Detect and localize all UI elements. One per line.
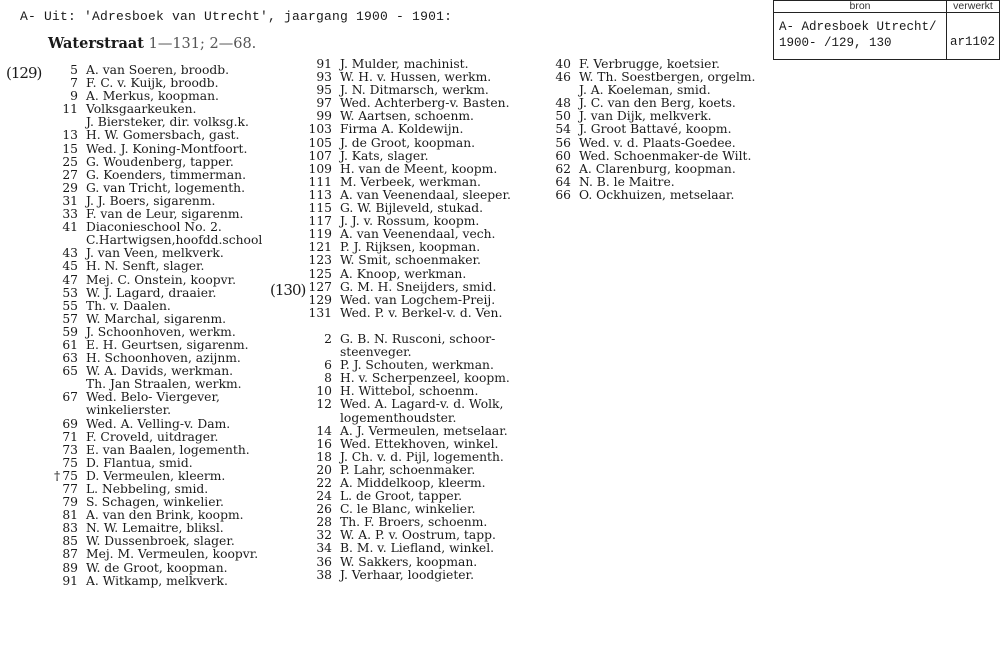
address-entry [306,425,526,438]
house-number: 107 [308,148,332,163]
resident-text: W. Th. Soestbergen, orgelm. [579,70,756,85]
house-number: 97 [316,96,332,111]
resident-text: W. Sakkers, koopman. [340,554,478,569]
house-number: 65 [62,364,78,379]
resident-text: J. Ch. v. d. Pijl, logementh. [340,449,504,464]
resident-text: E. van Baalen, logementh. [86,442,250,457]
house-number: 79 [62,495,78,510]
resident-text: O. Ockhuizen, metselaar. [579,187,735,202]
address-entry [545,123,765,136]
bron-table [773,0,1000,60]
resident-text: Th. F. Broers, schoenm. [340,515,488,530]
address-entry [52,313,262,326]
resident-text: F. Croveld, uitdrager. [86,429,219,444]
resident-text: G. B. N. Rusconi, schoor- [340,331,496,346]
address-column-1 [52,64,262,588]
street-title [48,35,256,52]
resident-text: N. W. Lemaitre, bliksl. [86,521,224,536]
resident-text: L. Nebbeling, smid. [86,482,209,496]
verwerkt-value: ar1102 [947,13,1000,60]
resident-text: J. A. Koeleman, smid. [579,83,711,98]
house-number: 18 [316,449,332,464]
address-entry [52,431,262,444]
house-number: 16 [316,436,332,451]
resident-text: G. W. Bijleveld, stukad. [340,201,484,216]
house-number: 91 [62,573,78,588]
address-entry [52,260,262,273]
bron-value-line1: A- Adresboek Utrecht/ [779,20,937,34]
resident-text: J. Biersteker, dir. volksg.k. [86,115,249,130]
address-entry [306,163,526,176]
resident-text: P. J. Rijksen, koopman. [340,240,481,255]
resident-text: F. van de Leur, sigarenm. [86,207,244,222]
house-number: 6 [324,358,332,373]
house-number: 24 [316,489,332,504]
address-entry [306,254,526,267]
bron-value-line2: 1900- /129, 130 [779,36,892,50]
resident-text: Wed. A. Velling-v. Dam. [86,416,231,431]
address-entry [306,150,526,163]
resident-text: Diaconieschool No. 2. [86,220,222,235]
house-number: 36 [316,554,332,569]
resident-text: J. de Groot, koopman. [340,135,476,150]
dagger-mark: † [54,468,61,483]
house-number: 66 [555,187,571,202]
house-number: 71 [62,429,78,444]
house-number: 60 [555,148,571,163]
house-number: 55 [62,298,78,313]
resident-text: Wed. v. d. Plaats-Goedee. [579,135,736,150]
resident-text: J. Kats, slager. [340,148,429,163]
resident-text: Wed. P. v. Berkel-v. d. Ven. [340,305,503,320]
resident-text: Wed. Belo- Viergever, [86,390,220,405]
house-number: 22 [316,476,332,490]
address-entry [52,457,262,470]
resident-text: A. van Soeren, broodb. [86,63,230,77]
resident-text: W. Aartsen, schoenm. [340,109,474,124]
house-number: 121 [308,240,332,255]
house-number: 12 [316,397,332,412]
resident-text: G. van Tricht, logementh. [86,180,246,195]
resident-text: A. Knoop, werkman. [340,266,467,281]
address-entry [52,287,262,300]
house-number: 131 [308,305,332,320]
resident-text: W. Marchal, sigarenm. [86,311,227,326]
resident-text: Wed. Achterberg-v. Basten. [340,96,510,111]
address-entry [545,150,765,163]
house-number: 75 [62,455,78,470]
house-number: 13 [62,128,78,143]
resident-text: C.Hartwigsen,hoofdd.school [86,233,263,248]
resident-text: N. B. le Maitre. [579,174,675,189]
resident-text: W. A. Davids, werkman. [86,364,234,379]
house-number: 81 [62,508,78,523]
house-number: 14 [316,423,332,438]
address-entry [306,176,526,189]
resident-text: A. Witkamp, melkverk. [86,573,228,588]
resident-text: W. A. P. v. Oostrum, tapp. [340,528,496,543]
resident-text: H. Wittebol, schoenm. [340,384,479,399]
house-number: 115 [308,201,332,216]
house-number: 125 [308,266,332,281]
address-entry [52,129,262,142]
address-column-3 [545,58,765,202]
house-number: 25 [62,154,78,169]
resident-text: A. van den Brink, koopm. [86,508,244,523]
resident-text: J. Schoonhoven, werkm. [86,324,236,339]
resident-text: H. v. Scherpenzeel, koopm. [340,371,510,386]
resident-text: P. J. Schouten, werkman. [340,358,494,373]
house-number: 127 [308,279,332,294]
house-number: 109 [308,161,332,176]
house-number: 41 [62,220,78,235]
house-number: 57 [62,311,78,326]
resident-text: A. J. Vermeulen, metselaar. [340,423,508,438]
address-entry [52,444,262,457]
house-number: 77 [62,482,78,496]
resident-text: Mej. C. Onstein, koopvr. [86,272,236,287]
house-number: 105 [308,135,332,150]
house-number: 103 [308,122,332,137]
address-entry [52,326,262,339]
house-number: 59 [62,324,78,339]
house-number: 28 [316,515,332,530]
house-number: 61 [62,337,78,352]
street-range: 1—131; 2—68. [148,36,257,52]
house-number: 29 [62,180,78,195]
address-entry [306,281,526,294]
resident-text: A. Merkus, koopman. [86,89,219,104]
house-number: 9 [70,89,78,104]
house-number: 113 [308,187,332,202]
resident-text: E. H. Geurtsen, sigarenm. [86,337,249,352]
resident-text: Wed. A. Lagard-v. d. Wolk, [340,397,504,412]
address-entry [306,320,526,333]
address-entry [306,137,526,150]
resident-text: M. Verbeek, werkman. [340,174,481,189]
house-number: 43 [62,246,78,261]
source-header-line: A- Uit: 'Adresboek van Utrecht', jaargang 1900 - 1901: [20,9,453,24]
resident-text: H. Schoonhoven, azijnm. [86,351,241,366]
address-entry [545,163,765,176]
house-number: 93 [316,70,332,85]
address-entry [306,268,526,281]
page-annotation-130: (130) [270,281,306,299]
resident-text: W. Smit, schoenmaker. [340,253,481,268]
address-column-2 [306,58,526,582]
house-number: 99 [316,109,332,124]
resident-text: Wed. Ettekhoven, winkel. [340,436,499,451]
resident-text: S. Schagen, winkelier. [86,495,224,510]
house-number: 85 [62,534,78,549]
house-number: 45 [62,259,78,274]
house-number: 56 [555,135,571,150]
address-entry [306,556,526,569]
house-number: 46 [555,70,571,85]
house-number: 123 [308,253,332,268]
address-entry [306,307,526,320]
house-number: 69 [62,416,78,431]
resident-text: winkelierster. [86,403,172,418]
address-entry [306,438,526,451]
house-number: 38 [316,567,332,582]
resident-text: A. Clarenburg, koopman. [579,161,736,176]
resident-text: A. van Veenendaal, sleeper. [340,187,511,202]
house-number: 91 [316,57,332,71]
resident-text: F. C. v. Kuijk, broodb. [86,76,219,91]
house-number: 83 [62,521,78,536]
address-entry [306,123,526,136]
verwerkt-header: verwerkt [947,1,1000,13]
resident-text: steenveger. [340,345,412,360]
house-number: 5 [70,63,78,77]
address-entry [306,294,526,307]
resident-text: G. Koenders, timmerman. [86,167,246,182]
house-number: 27 [62,167,78,182]
resident-text: G. Woudenberg, tapper. [86,154,234,169]
address-entry [52,575,262,588]
house-number: 48 [555,96,571,111]
house-number: 75 [62,468,78,483]
house-number: 111 [308,174,332,189]
address-entry [52,418,262,431]
resident-text: J. Verhaar, loodgieter. [340,567,474,582]
house-number: 89 [62,560,78,575]
resident-text: W. J. Lagard, draaier. [86,285,217,300]
resident-text: J. Groot Battavé, koopm. [579,122,732,137]
house-number: 31 [62,193,78,208]
resident-text: J. Mulder, machinist. [340,57,469,71]
house-number: 26 [316,502,332,517]
resident-text: D. Vermeulen, kleerm. [86,468,226,483]
house-number: 50 [555,109,571,124]
resident-text: H. W. Gomersbach, gast. [86,128,240,143]
house-number: 87 [62,547,78,562]
street-name: Waterstraat [48,35,144,52]
resident-text: P. Lahr, schoenmaker. [340,462,476,477]
address-entry [52,562,262,575]
resident-text: H. N. Senft, slager. [86,259,205,274]
address-entry [52,404,262,417]
resident-text: Th. Jan Straalen, werkm. [86,377,242,392]
resident-text: logementhoudster. [340,410,457,425]
address-entry [306,542,526,555]
house-number: 62 [555,161,571,176]
resident-text: B. M. v. Liefland, winkel. [340,541,495,556]
resident-text: J. van Dijk, melkverk. [579,109,712,124]
house-number: 10 [316,384,332,399]
address-entry [52,274,262,287]
house-number: 40 [555,57,571,71]
resident-text: J. van Veen, melkverk. [86,246,224,261]
resident-text: Volksgaarkeuken. [86,102,197,117]
resident-text: A. Middelkoop, kleerm. [340,476,486,490]
house-number: 117 [308,214,332,229]
resident-text: J. J. v. Rossum, koopm. [340,214,480,229]
resident-text: J. N. Ditmarsch, werkm. [340,83,489,98]
address-entry [52,182,262,195]
resident-text: L. de Groot, tapper. [340,489,463,504]
house-number: 7 [70,76,78,91]
house-number: 20 [316,462,332,477]
address-entry [545,176,765,189]
house-number: 47 [62,272,78,287]
address-entry [306,333,526,346]
house-number: 119 [308,227,332,242]
house-number: 34 [316,541,332,556]
address-entry [545,137,765,150]
resident-text: Wed. J. Koning-Montfoort. [86,141,248,156]
house-number: 8 [324,371,332,386]
house-number: 129 [308,292,332,307]
resident-text: Wed. Schoenmaker-de Wilt. [579,148,752,163]
address-entry [306,451,526,464]
house-number: 64 [555,174,571,189]
house-number: 11 [62,102,78,117]
resident-text: C. le Blanc, winkelier. [340,502,476,517]
resident-text: Mej. M. Vermeulen, koopvr. [86,547,259,562]
house-number: 95 [316,83,332,98]
resident-text: J. J. Boers, sigarenm. [86,193,216,208]
address-entry [545,189,765,202]
resident-text: W. de Groot, koopman. [86,560,228,575]
resident-text: Firma A. Koldewijn. [340,122,464,137]
house-number: 33 [62,207,78,222]
house-number: 67 [62,390,78,405]
resident-text: J. C. van den Berg, koets. [579,96,736,111]
house-number: 54 [555,122,571,137]
bron-header: bron [774,1,947,13]
resident-text: W. Dussenbroek, slager. [86,534,235,549]
house-number: 2 [324,331,332,346]
house-number: 73 [62,442,78,457]
address-entry [306,398,526,411]
house-number: 15 [62,141,78,156]
address-entry [306,412,526,425]
resident-text: Th. v. Daalen. [86,298,171,313]
address-entry [52,300,262,313]
resident-text: A. van Veenendaal, vech. [340,227,496,242]
resident-text: G. M. H. Sneijders, smid. [340,279,497,294]
resident-text: Wed. van Logchem-Preij. [340,292,496,307]
address-entry [52,548,262,561]
address-entry [52,169,262,182]
resident-text: H. van de Meent, koopm. [340,161,498,176]
page-annotation-129: (129) [6,64,42,82]
address-entry [52,143,262,156]
resident-text: W. H. v. Hussen, werkm. [340,70,492,85]
resident-text: F. Verbrugge, koetsier. [579,57,720,71]
address-entry [306,569,526,582]
resident-text: D. Flantua, smid. [86,455,193,470]
bron-value [774,13,947,60]
house-number: 32 [316,528,332,543]
address-entry [52,156,262,169]
house-number: 53 [62,285,78,300]
house-number: 63 [62,351,78,366]
